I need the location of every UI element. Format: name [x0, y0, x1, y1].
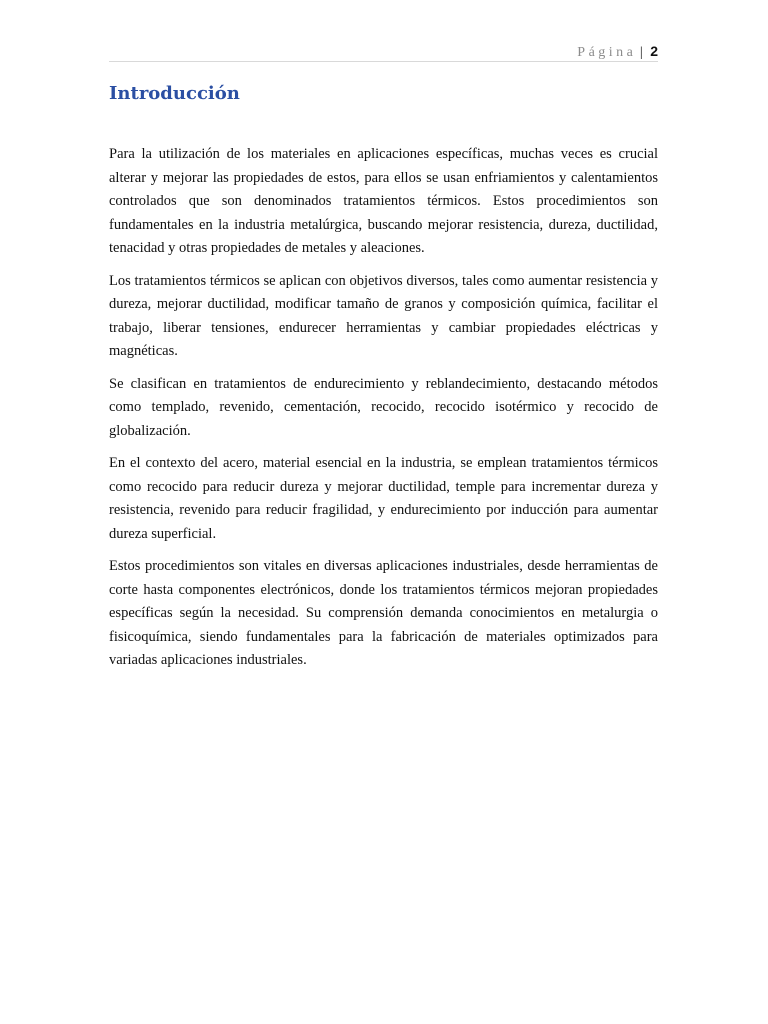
body-text [109, 143, 658, 682]
paragraph: En el contexto del acero, material esencial en la industria, se emplean tratamientos térmicos como recocido para reducir dureza y mejorar ductilidad, temple para incrementar dureza y resistencia, revenido para reducir fragilidad, y endurecimiento por inducción para aumentar dureza superficial. [109, 455, 658, 542]
paragraph: Para la utilización de los materiales en aplicaciones específicas, muchas veces es crucial alterar y mejorar las propiedades de estos, para ellos se usan enfriamientos y calentamientos controlados que son denominados tratamientos térmicos. Estos procedimientos son fundamentales en la industria metalúrgica, buscando mejorar resistencia, dureza, ductilidad, tenacidad y otras propiedades de metales y aleaciones. [109, 146, 658, 256]
header-separator: | [639, 45, 643, 60]
paragraph: Estos procedimientos son vitales en diversas aplicaciones industriales, desde herramientas de corte hasta componentes electrónicos, donde los tratamientos térmicos mejoran propiedades específicas según la necesidad. Su comprensión demanda conocimientos en metalurgia o fisicoquímica, siendo fundamentales para la fabricación de materiales optimizados para variadas aplicaciones industriales. [109, 558, 658, 668]
page-header [109, 41, 658, 62]
paragraph: Se clasifican en tratamientos de endurecimiento y reblandecimiento, destacando métodos como templado, revenido, cementación, recocido, recocido isotérmico y recocido de globalización. [109, 375, 658, 439]
page-number: 2 [650, 43, 658, 59]
paragraph: Los tratamientos térmicos se aplican con objetivos diversos, tales como aumentar resistencia y dureza, mejorar ductilidad, modificar tamaño de granos y composición química, facilitar el trabajo, liberar tensiones, endurecer herramientas y cambiar propiedades eléctricas y magnéticas. [109, 272, 658, 359]
page-label: Página [577, 45, 637, 60]
section-heading: Introducción [109, 83, 240, 104]
